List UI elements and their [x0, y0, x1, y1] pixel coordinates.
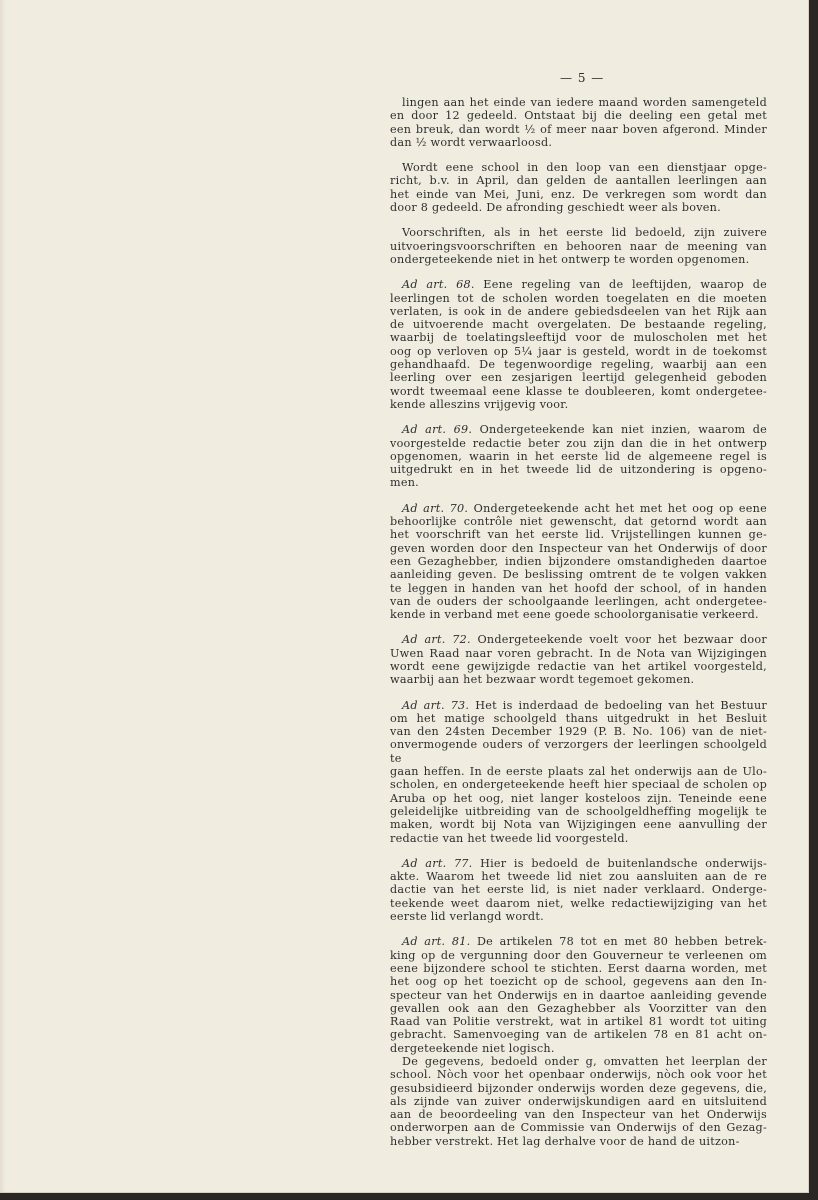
article-paragraph	[390, 699, 767, 845]
text-line: gehandhaafd. De tegenwoordige regeling, waarbij aan een	[390, 358, 767, 372]
text-line: dan ½ wordt verwaarloosd.	[390, 135, 553, 149]
body-text	[390, 96, 767, 1160]
text-line: scholen, en ondergeteekende heeft hier speciaal de scholen op	[390, 778, 767, 792]
text-line: door 8 gedeeld. De afronding geschiedt weer als boven.	[390, 201, 721, 215]
text-fragment: Ondergeteekende voelt voor het bezwaar door	[477, 633, 767, 647]
text-line: lingen aan het einde van iedere maand worden samengeteld	[402, 96, 767, 109]
article-label: Ad art. 73.	[402, 698, 470, 712]
text-line: verlaten, is ook in de andere gebiedsdeelen van het Rijk aan	[390, 304, 767, 318]
text-fragment: Hier is bedoeld de buitenlandsche onderwijs-	[480, 856, 768, 870]
article-label: Ad art. 72.	[402, 633, 471, 647]
text-line: van de ouders der schoolgaande leerlingen, acht ondergetee-	[390, 594, 767, 608]
text-line: dactie van het eerste lid, is niet nader verklaard. Onderge-	[390, 883, 767, 897]
text-line: richt, b.v. in April, dan gelden de aantallen leerlingen aan	[390, 174, 767, 188]
text-line	[390, 423, 767, 436]
text-line: Voorschriften, als in het eerste lid bedoeld, zijn zuivere	[402, 226, 767, 240]
text-line: onderworpen aan de Commissie van Onderwijs of den Gezag-	[390, 1121, 767, 1135]
text-line: kende in verband met eene goede schoolorganisatie verkeerd.	[390, 608, 759, 622]
paragraph	[390, 226, 767, 266]
text-line: gesubsidieerd bijzonder onderwijs worden deze gegevens, die,	[390, 1081, 767, 1095]
text-fragment: Eene regeling van de leeftijden, waarop de	[483, 278, 767, 292]
text-line: wordt tweemaal eene klasse te doubleeren, komt ondergetee-	[390, 384, 767, 398]
text-line: de uitvoerende macht overgelaten. De bestaande regeling,	[390, 318, 767, 332]
text-line: Raad van Politie verstrekt, wat in artikel 81 wordt tot uiting	[390, 1015, 767, 1029]
text-line	[390, 935, 767, 948]
text-line: maken, wordt bij Nota van Wijzigingen eene aanvulling der	[390, 818, 767, 832]
article-paragraph	[390, 857, 767, 923]
text-line: oog op verloven op 5¼ jaar is gesteld, wordt in de toekomst	[390, 344, 767, 358]
text-line: hebber verstrekt. Het lag derhalve voor de hand de uitzon-	[390, 1134, 740, 1148]
article-label: Ad art. 77.	[402, 856, 473, 870]
text-line: ondergeteekende niet in het ontwerp te worden opgenomen.	[390, 252, 750, 266]
article-paragraph	[390, 502, 767, 622]
text-line: en door 12 gedeeld. Ontstaat bij die deeling een getal met	[390, 109, 767, 123]
text-line: leerlingen tot de scholen worden toegelaten en die moeten	[390, 291, 767, 305]
text-line: aan de beoordeeling van den Inspecteur van het Onderwijs	[390, 1108, 767, 1122]
article-paragraph	[390, 935, 767, 1055]
paragraph	[390, 96, 767, 149]
article-label: Ad art. 68.	[402, 278, 475, 292]
text-line: waarbij aan het bezwaar wordt tegemoet gekomen.	[390, 673, 695, 687]
text-line: school. Nòch voor het openbaar onderwijs, nòch ook voor het	[390, 1068, 767, 1082]
text-line: gevallen ook aan den Gezaghebber als Voorzitter van den	[390, 1001, 767, 1015]
article-paragraph	[390, 633, 767, 686]
paragraph	[390, 161, 767, 214]
article-paragraph	[390, 278, 767, 411]
text-line	[390, 633, 767, 646]
article-paragraph	[390, 423, 767, 489]
article-label: Ad art. 70.	[402, 501, 469, 515]
text-line: het oog op het toezicht op de school, gegevens aan den In-	[390, 975, 767, 989]
text-line: men.	[390, 476, 419, 490]
text-line: waarbij de toelatingsleeftijd voor de muloscholen met het	[390, 331, 767, 345]
page-number: — 5 —	[560, 71, 605, 85]
text-line: specteur van het Onderwijs en in daartoe aanleiding gevende	[390, 988, 767, 1002]
text-line: wordt eene gewijzigde redactie van het artikel voorgesteld,	[390, 659, 767, 673]
article-label: Ad art. 69.	[402, 423, 473, 437]
text-line: het voorschrift van het eerste lid. Vrijstellingen kunnen ge-	[390, 528, 767, 542]
paragraph	[390, 1055, 767, 1148]
text-line: uitvoeringsvoorschriften en behooren naar de meening van	[390, 239, 767, 253]
text-fragment: Ondergeteekende kan niet inzien, waarom de	[479, 423, 768, 437]
text-line: dergeteekende niet logisch.	[390, 1041, 555, 1055]
text-fragment: Het is inderdaad de bedoeling van het Bestuur	[475, 698, 767, 712]
page-spine-shadow	[0, 0, 6, 1192]
text-line: een breuk, dan wordt ½ of meer naar boven afgerond. Minder	[390, 122, 767, 136]
text-line: aanleiding geven. De beslissing omtrent de te volgen vakken	[390, 568, 767, 582]
text-line: leerling over een zesjarigen leertijd gelegenheid geboden	[390, 371, 767, 385]
text-line: uitgedrukt en in het tweede lid de uitzondering is opgeno-	[390, 463, 767, 477]
text-line: te leggen in handen van het hoofd der school, of in handen	[390, 581, 767, 595]
text-line: voorgestelde redactie beter zou zijn dan die in het ontwerp	[390, 436, 767, 450]
text-line: van den 24sten December 1929 (P. B. No. 106) van de niet-	[390, 725, 767, 739]
article-label: Ad art. 81.	[402, 935, 471, 949]
text-line: Uwen Raad naar voren gebracht. In de Nota van Wijzigingen	[390, 646, 767, 660]
text-line	[390, 857, 767, 870]
text-line: om het matige schoolgeld thans uitgedrukt in het Besluit	[390, 711, 767, 725]
text-line: De gegevens, bedoeld onder g, omvatten het leerplan der	[402, 1055, 767, 1068]
text-line: king op de vergunning door den Gouverneur te verleenen om	[390, 948, 767, 962]
text-line: eene bijzondere school te stichten. Eerst daarna worden, met	[390, 961, 767, 975]
text-line: als zijnde van zuiver onderwijskundigen aard en uitsluitend	[390, 1094, 767, 1108]
text-line	[390, 278, 767, 291]
text-line: Wordt eene school in den loop van een dienstjaar opge-	[402, 161, 767, 175]
text-line: kende alleszins vrijgevig voor.	[390, 397, 569, 411]
text-line: onvermogende ouders of verzorgers der leerlingen schoolgeld te	[390, 738, 767, 765]
text-line: gebracht. Samenvoeging van de artikelen 78 en 81 acht on-	[390, 1028, 767, 1042]
text-line	[390, 502, 767, 515]
text-line: redactie van het tweede lid voorgesteld.	[390, 831, 629, 845]
text-line: geleidelijke uitbreiding van de schoolgeldheffing mogelijk te	[390, 804, 767, 818]
text-line: opgenomen, waarin in het eerste lid de algemeene regel is	[390, 449, 767, 463]
text-line: behoorlijke contrôle niet gewenscht, dat getornd wordt aan	[390, 515, 767, 529]
text-fragment: De artikelen 78 tot en met 80 hebben betrek-	[476, 935, 767, 949]
text-line: gaan heffen. In de eerste plaats zal het onderwijs aan de Ulo-	[390, 765, 767, 779]
text-line: Aruba op het oog, niet langer kosteloos zijn. Teneinde eene	[390, 791, 767, 805]
text-line: geven worden door den Inspecteur van het Onderwijs of door	[390, 541, 767, 555]
text-line: een Gezaghebber, indien bijzondere omstandigheden daartoe	[390, 554, 767, 568]
text-line	[390, 699, 767, 712]
text-line: teekende weet daarom niet, welke redactiewijziging van het	[390, 896, 767, 910]
text-line: eerste lid verlangd wordt.	[390, 910, 544, 924]
text-fragment: Ondergeteekende acht het met het oog op eene	[473, 501, 767, 515]
text-line: het einde van Mei, Juni, enz. De verkregen som wordt dan	[390, 187, 767, 201]
text-line: akte. Waarom het tweede lid niet zou aansluiten aan de re	[390, 870, 767, 884]
